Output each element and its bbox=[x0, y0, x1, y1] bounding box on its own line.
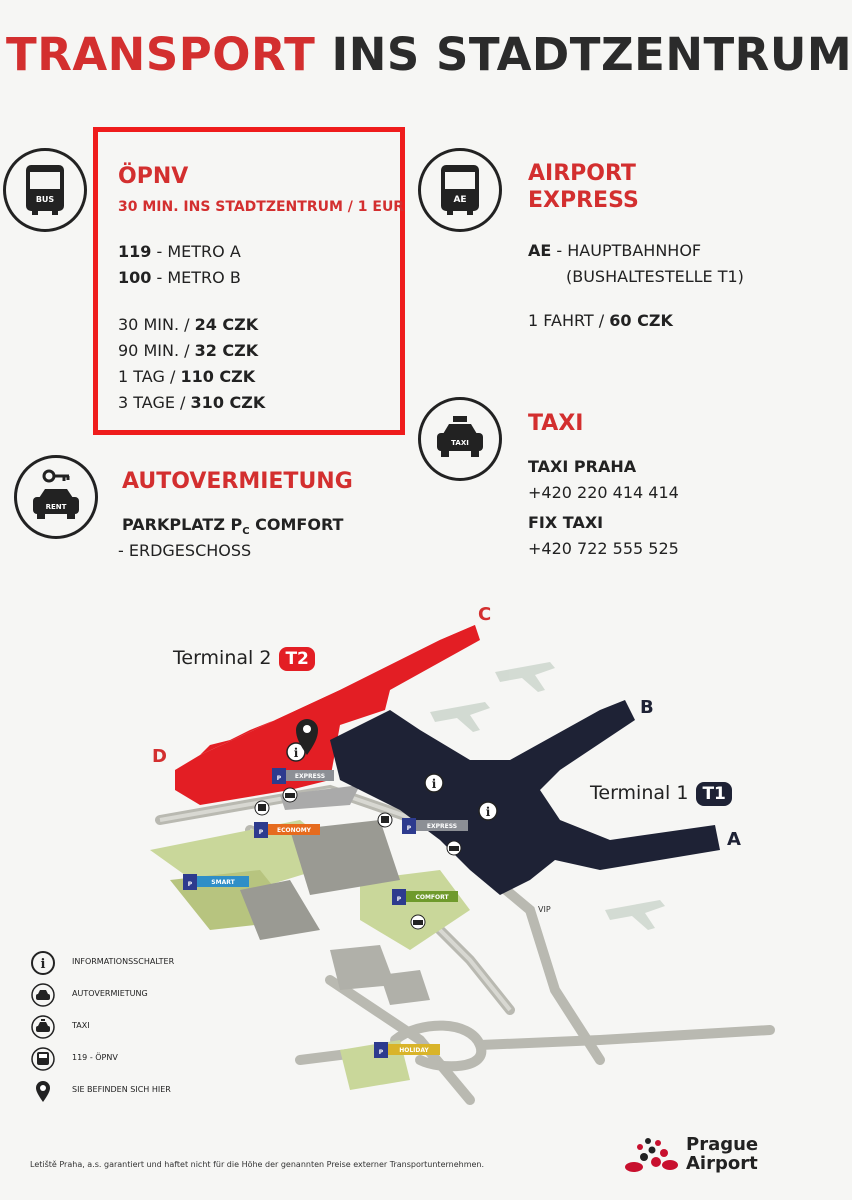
rental-floor: - ERDGESCHOSS bbox=[118, 541, 252, 560]
location-pin-icon bbox=[30, 1078, 56, 1104]
info-marker-t1a bbox=[425, 774, 443, 792]
taxi-icon bbox=[418, 397, 502, 481]
legend-row-bus: 119 - ÖPNV bbox=[30, 1046, 290, 1072]
taxi-icon-label: TAXI bbox=[451, 439, 469, 447]
legend-row-location: SIE BEFINDEN SICH HIER bbox=[30, 1078, 290, 1104]
info-marker-t1b bbox=[479, 802, 497, 820]
opnv-ticket-3: 1 TAG / 110 CZK bbox=[118, 367, 256, 386]
title-part1: TRANSPORT bbox=[6, 28, 316, 81]
map-building bbox=[240, 880, 320, 940]
svg-text:SMART: SMART bbox=[211, 879, 235, 886]
svg-text:P: P bbox=[396, 896, 402, 903]
bus-icon-label: BUS bbox=[35, 195, 55, 204]
rental-location: PARKPLATZ $P_C$ COMFORT bbox=[122, 515, 344, 538]
legend-row-rental: AUTOVERMIETUNG bbox=[30, 982, 290, 1008]
svg-text:EXPRESS: EXPRESS bbox=[426, 823, 458, 830]
svg-text:i: i bbox=[431, 777, 437, 791]
info-icon bbox=[30, 950, 56, 976]
svg-text:P: P bbox=[258, 829, 264, 836]
pier-d-label: D bbox=[152, 746, 167, 767]
pier-c-label: C bbox=[478, 604, 492, 625]
opnv-route-1: 119 - METRO A bbox=[118, 242, 241, 261]
svg-text:i: i bbox=[485, 805, 491, 819]
title-part2: INS STADTZENTRUM bbox=[331, 28, 852, 81]
airport-express-fare: 1 FAHRT / 60 CZK bbox=[528, 311, 673, 330]
ae-icon-label: AE bbox=[453, 195, 467, 205]
airport-express-heading: AIRPORT EXPRESS bbox=[528, 161, 639, 213]
airport-express-route: AE - HAUPTBAHNHOF bbox=[528, 241, 702, 260]
page-title bbox=[6, 28, 852, 81]
rental-car-icon bbox=[14, 455, 98, 539]
svg-text:P: P bbox=[276, 775, 282, 782]
map-car-marker bbox=[283, 788, 297, 802]
airport-express-stop: (BUSHALTESTELLE T1) bbox=[566, 267, 744, 286]
taxi-heading: TAXI bbox=[528, 411, 584, 436]
map-taxi-marker-2 bbox=[411, 915, 425, 929]
pier-a-label: A bbox=[727, 829, 741, 850]
logo-text: Prague Airport bbox=[686, 1134, 759, 1174]
map-bus-marker-1 bbox=[255, 801, 269, 815]
opnv-ticket-1: 30 MIN. / 24 CZK bbox=[118, 315, 259, 334]
svg-text:COMFORT: COMFORT bbox=[415, 894, 449, 901]
terminal-2-badge: T2 bbox=[279, 647, 314, 671]
rental-car-icon bbox=[30, 982, 56, 1008]
opnv-route-2: 100 - METRO B bbox=[118, 268, 241, 287]
map-bus-marker-2 bbox=[378, 813, 392, 827]
disclaimer-text: Letiště Praha, a.s. garantiert und haftet nicht für die Höhe der genannten Preise externer Transportunternehmen. bbox=[30, 1160, 485, 1169]
svg-text:P: P bbox=[406, 825, 412, 832]
bus-icon bbox=[30, 1046, 56, 1072]
taxi-phone-2: +420 722 555 525 bbox=[528, 539, 679, 558]
opnv-ticket-2: 90 MIN. / 32 CZK bbox=[118, 341, 259, 360]
opnv-ticket-4: 3 TAGE / 310 CZK bbox=[118, 393, 266, 412]
pier-b-label: B bbox=[640, 697, 654, 718]
legend-row-taxi: TAXI bbox=[30, 1014, 290, 1040]
vip-label: VIP bbox=[538, 905, 551, 914]
opnv-heading: ÖPNV bbox=[118, 164, 189, 189]
svg-text:i: i bbox=[40, 957, 46, 972]
taxi-company-1: TAXI PRAHA bbox=[528, 457, 637, 476]
svg-text:i: i bbox=[293, 746, 299, 760]
svg-text:ECONOMY: ECONOMY bbox=[276, 827, 312, 834]
rent-icon-label: RENT bbox=[45, 503, 67, 511]
terminal-1-badge: T1 bbox=[696, 782, 731, 806]
terminal-1-label: Terminal 1 T1 bbox=[590, 782, 732, 806]
taxi-company-2: FIX TAXI bbox=[528, 513, 604, 532]
legend-row-info: i INFORMATIONSSCHALTER bbox=[30, 950, 290, 976]
opnv-subheading: 30 MIN. INS STADTZENTRUM / 1 EUR bbox=[118, 199, 405, 215]
airport-express-bus-icon bbox=[418, 148, 502, 232]
rental-heading: AUTOVERMIETUNG bbox=[122, 469, 353, 494]
svg-text:P: P bbox=[378, 1049, 384, 1056]
map-building bbox=[380, 970, 430, 1005]
terminal-2-label: Terminal 2 T2 bbox=[173, 647, 315, 671]
svg-text:P: P bbox=[187, 881, 193, 888]
taxi-phone-1: +420 220 414 414 bbox=[528, 483, 679, 502]
taxi-icon bbox=[30, 1014, 56, 1040]
svg-text:HOLIDAY: HOLIDAY bbox=[399, 1047, 429, 1054]
map-taxi-marker-1 bbox=[447, 841, 461, 855]
prague-airport-logo-mark bbox=[618, 1135, 684, 1180]
svg-text:EXPRESS: EXPRESS bbox=[294, 773, 326, 780]
prague-airport-logo bbox=[618, 1135, 788, 1180]
bus-icon bbox=[3, 148, 87, 232]
